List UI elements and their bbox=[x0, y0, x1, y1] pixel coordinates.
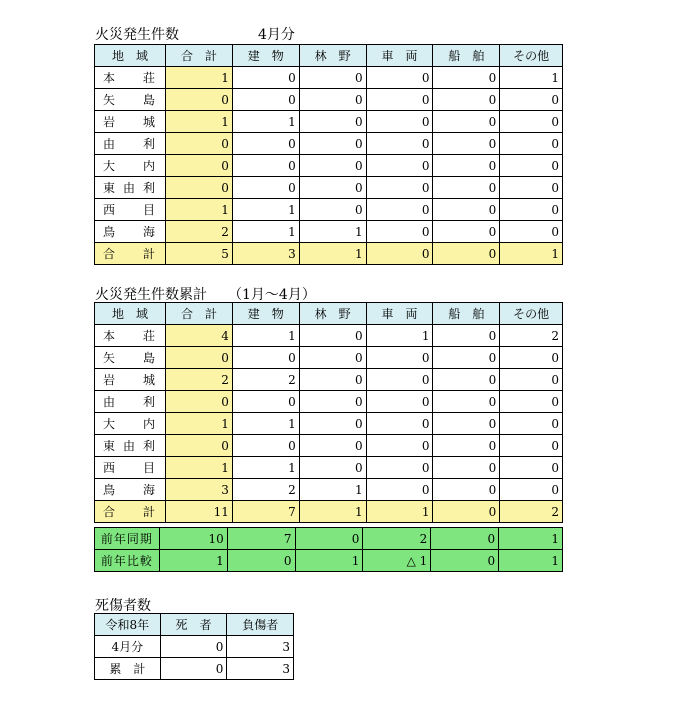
vehicle-value: △ 1 bbox=[363, 550, 431, 572]
section2-period: （1月～4月） bbox=[228, 287, 316, 303]
table-row bbox=[95, 413, 563, 435]
forest-value: 0 bbox=[299, 199, 366, 221]
casualties-header-row bbox=[95, 614, 294, 636]
building-value: 0 bbox=[232, 89, 299, 111]
casualties-table bbox=[94, 613, 294, 680]
vehicle-value: 0 bbox=[366, 243, 433, 265]
building-value: 0 bbox=[232, 155, 299, 177]
other-value: 0 bbox=[500, 369, 563, 391]
vehicle-value: 0 bbox=[366, 155, 433, 177]
ship-value: 0 bbox=[433, 177, 500, 199]
other-value: 0 bbox=[500, 155, 563, 177]
building-value: 1 bbox=[232, 111, 299, 133]
forest-value: 0 bbox=[299, 133, 366, 155]
total-value: 1 bbox=[159, 550, 227, 572]
vehicle-value: 0 bbox=[366, 457, 433, 479]
forest-value: 0 bbox=[299, 177, 366, 199]
total-value: 1 bbox=[166, 413, 233, 435]
fire-count-table-month bbox=[94, 44, 563, 265]
casualties-header-injured: 負傷者 bbox=[227, 614, 294, 636]
header-vehicle: 車 両 bbox=[366, 45, 433, 67]
casualties-injured-value: 3 bbox=[227, 636, 294, 658]
table-row bbox=[95, 369, 563, 391]
table-row bbox=[95, 221, 563, 243]
casualties-header-deaths: 死 者 bbox=[160, 614, 227, 636]
building-value: 0 bbox=[232, 133, 299, 155]
total-value: 1 bbox=[166, 199, 233, 221]
forest-value: 0 bbox=[299, 435, 366, 457]
casualties-row bbox=[95, 658, 294, 680]
ship-value: 0 bbox=[433, 479, 500, 501]
table-row bbox=[95, 177, 563, 199]
table-row bbox=[95, 457, 563, 479]
table-row bbox=[95, 111, 563, 133]
region-name: 合 計 bbox=[95, 501, 166, 523]
table-row bbox=[95, 89, 563, 111]
total-row bbox=[95, 501, 563, 523]
table-header-row bbox=[95, 303, 563, 325]
building-value: 1 bbox=[232, 325, 299, 347]
casualties-row-label: 累 計 bbox=[95, 658, 161, 680]
region-name: 矢 島 bbox=[95, 89, 166, 111]
ship-value: 0 bbox=[433, 67, 500, 89]
casualties-header-year: 令和8年 bbox=[95, 614, 161, 636]
region-name: 岩 城 bbox=[95, 369, 166, 391]
section1-title: 火災発生件数 bbox=[95, 27, 179, 43]
vehicle-value: 1 bbox=[366, 501, 433, 523]
region-name: 鳥 海 bbox=[95, 221, 166, 243]
region-name: 本 荘 bbox=[95, 67, 166, 89]
vehicle-value: 0 bbox=[366, 67, 433, 89]
ship-value: 0 bbox=[433, 391, 500, 413]
ship-value: 0 bbox=[433, 457, 500, 479]
building-value: 0 bbox=[232, 177, 299, 199]
ship-value: 0 bbox=[433, 221, 500, 243]
other-value: 0 bbox=[500, 221, 563, 243]
comparison-row bbox=[95, 528, 563, 550]
forest-value: 0 bbox=[299, 155, 366, 177]
other-value: 0 bbox=[500, 479, 563, 501]
total-value: 5 bbox=[166, 243, 233, 265]
header-forest: 林 野 bbox=[299, 303, 366, 325]
total-value: 0 bbox=[166, 391, 233, 413]
other-value: 0 bbox=[500, 347, 563, 369]
total-value: 0 bbox=[166, 435, 233, 457]
other-value: 0 bbox=[500, 199, 563, 221]
total-value: 4 bbox=[166, 325, 233, 347]
forest-value: 1 bbox=[299, 221, 366, 243]
total-value: 10 bbox=[159, 528, 227, 550]
total-value: 0 bbox=[166, 133, 233, 155]
ship-value: 0 bbox=[433, 435, 500, 457]
building-value: 0 bbox=[232, 435, 299, 457]
table-row bbox=[95, 199, 563, 221]
other-value: 0 bbox=[500, 435, 563, 457]
ship-value: 0 bbox=[433, 111, 500, 133]
vehicle-value: 0 bbox=[366, 177, 433, 199]
region-name: 大 内 bbox=[95, 413, 166, 435]
region-name: 大 内 bbox=[95, 155, 166, 177]
total-value: 0 bbox=[166, 347, 233, 369]
table-row bbox=[95, 479, 563, 501]
region-name: 西 目 bbox=[95, 199, 166, 221]
total-value: 0 bbox=[166, 155, 233, 177]
other-value: 0 bbox=[500, 133, 563, 155]
building-value: 2 bbox=[232, 479, 299, 501]
vehicle-value: 0 bbox=[366, 413, 433, 435]
casualties-injured-value: 3 bbox=[227, 658, 294, 680]
forest-value: 0 bbox=[299, 413, 366, 435]
forest-value: 0 bbox=[299, 325, 366, 347]
table-row bbox=[95, 391, 563, 413]
vehicle-value: 0 bbox=[366, 435, 433, 457]
forest-value: 0 bbox=[299, 369, 366, 391]
other-value: 0 bbox=[500, 391, 563, 413]
other-value: 1 bbox=[499, 528, 563, 550]
total-value: 2 bbox=[166, 221, 233, 243]
total-row bbox=[95, 243, 563, 265]
header-ship: 船 舶 bbox=[433, 45, 500, 67]
other-value: 0 bbox=[500, 177, 563, 199]
ship-value: 0 bbox=[431, 528, 499, 550]
header-ship: 船 舶 bbox=[433, 303, 500, 325]
building-value: 7 bbox=[227, 528, 295, 550]
ship-value: 0 bbox=[433, 501, 500, 523]
table-header-row bbox=[95, 45, 563, 67]
casualties-deaths-value: 0 bbox=[160, 636, 227, 658]
header-vehicle: 車 両 bbox=[366, 303, 433, 325]
comparison-label: 前年同期 bbox=[95, 528, 160, 550]
casualties-deaths-value: 0 bbox=[160, 658, 227, 680]
building-value: 0 bbox=[232, 347, 299, 369]
ship-value: 0 bbox=[433, 243, 500, 265]
total-value: 3 bbox=[166, 479, 233, 501]
ship-value: 0 bbox=[431, 550, 499, 572]
vehicle-value: 0 bbox=[366, 133, 433, 155]
region-name: 東由利 bbox=[95, 435, 166, 457]
building-value: 0 bbox=[227, 550, 295, 572]
total-value: 1 bbox=[166, 111, 233, 133]
building-value: 7 bbox=[232, 501, 299, 523]
other-value: 0 bbox=[500, 457, 563, 479]
fire-count-table-cumulative bbox=[94, 302, 563, 523]
total-value: 1 bbox=[166, 457, 233, 479]
casualties-title: 死傷者数 bbox=[95, 598, 151, 614]
building-value: 1 bbox=[232, 413, 299, 435]
region-name: 西 目 bbox=[95, 457, 166, 479]
building-value: 2 bbox=[232, 369, 299, 391]
header-total: 合 計 bbox=[166, 303, 233, 325]
vehicle-value: 0 bbox=[366, 369, 433, 391]
building-value: 0 bbox=[232, 391, 299, 413]
vehicle-value: 0 bbox=[366, 391, 433, 413]
table-row bbox=[95, 325, 563, 347]
other-value: 1 bbox=[500, 67, 563, 89]
ship-value: 0 bbox=[433, 199, 500, 221]
header-region: 地 域 bbox=[95, 303, 166, 325]
forest-value: 1 bbox=[295, 550, 363, 572]
other-value: 1 bbox=[499, 550, 563, 572]
region-name: 東由利 bbox=[95, 177, 166, 199]
vehicle-value: 0 bbox=[366, 347, 433, 369]
total-value: 0 bbox=[166, 177, 233, 199]
ship-value: 0 bbox=[433, 413, 500, 435]
vehicle-value: 2 bbox=[363, 528, 431, 550]
table-row bbox=[95, 347, 563, 369]
vehicle-value: 0 bbox=[366, 199, 433, 221]
forest-value: 0 bbox=[299, 457, 366, 479]
table-row bbox=[95, 133, 563, 155]
header-other: その他 bbox=[500, 45, 563, 67]
vehicle-value: 0 bbox=[366, 111, 433, 133]
header-total: 合 計 bbox=[166, 45, 233, 67]
table-row bbox=[95, 67, 563, 89]
ship-value: 0 bbox=[433, 369, 500, 391]
header-region: 地 域 bbox=[95, 45, 166, 67]
casualties-row-label: 4月分 bbox=[95, 636, 161, 658]
forest-value: 1 bbox=[299, 243, 366, 265]
region-name: 由 利 bbox=[95, 133, 166, 155]
total-value: 0 bbox=[166, 89, 233, 111]
ship-value: 0 bbox=[433, 155, 500, 177]
other-value: 0 bbox=[500, 413, 563, 435]
other-value: 2 bbox=[500, 325, 563, 347]
region-name: 由 利 bbox=[95, 391, 166, 413]
region-name: 鳥 海 bbox=[95, 479, 166, 501]
ship-value: 0 bbox=[433, 89, 500, 111]
section2-title: 火災発生件数累計 bbox=[95, 287, 207, 303]
forest-value: 1 bbox=[299, 501, 366, 523]
header-other: その他 bbox=[500, 303, 563, 325]
ship-value: 0 bbox=[433, 347, 500, 369]
region-name: 本 荘 bbox=[95, 325, 166, 347]
vehicle-value: 0 bbox=[366, 221, 433, 243]
other-value: 0 bbox=[500, 89, 563, 111]
header-building: 建 物 bbox=[232, 45, 299, 67]
forest-value: 0 bbox=[299, 391, 366, 413]
region-name: 矢 島 bbox=[95, 347, 166, 369]
ship-value: 0 bbox=[433, 133, 500, 155]
region-name: 合 計 bbox=[95, 243, 166, 265]
building-value: 1 bbox=[232, 457, 299, 479]
forest-value: 0 bbox=[299, 111, 366, 133]
building-value: 3 bbox=[232, 243, 299, 265]
comparison-label: 前年比較 bbox=[95, 550, 160, 572]
other-value: 1 bbox=[500, 243, 563, 265]
comparison-table bbox=[94, 527, 563, 572]
section1-period: 4月分 bbox=[258, 27, 295, 43]
vehicle-value: 0 bbox=[366, 479, 433, 501]
total-value: 1 bbox=[166, 67, 233, 89]
table-row bbox=[95, 155, 563, 177]
header-forest: 林 野 bbox=[299, 45, 366, 67]
forest-value: 0 bbox=[299, 347, 366, 369]
total-value: 11 bbox=[166, 501, 233, 523]
region-name: 岩 城 bbox=[95, 111, 166, 133]
forest-value: 0 bbox=[299, 89, 366, 111]
header-building: 建 物 bbox=[232, 303, 299, 325]
building-value: 1 bbox=[232, 221, 299, 243]
other-value: 0 bbox=[500, 111, 563, 133]
building-value: 0 bbox=[232, 67, 299, 89]
comparison-row bbox=[95, 550, 563, 572]
vehicle-value: 0 bbox=[366, 89, 433, 111]
forest-value: 0 bbox=[299, 67, 366, 89]
table-row bbox=[95, 435, 563, 457]
total-value: 2 bbox=[166, 369, 233, 391]
forest-value: 1 bbox=[299, 479, 366, 501]
building-value: 1 bbox=[232, 199, 299, 221]
ship-value: 0 bbox=[433, 325, 500, 347]
vehicle-value: 1 bbox=[366, 325, 433, 347]
casualties-row bbox=[95, 636, 294, 658]
forest-value: 0 bbox=[295, 528, 363, 550]
other-value: 2 bbox=[500, 501, 563, 523]
